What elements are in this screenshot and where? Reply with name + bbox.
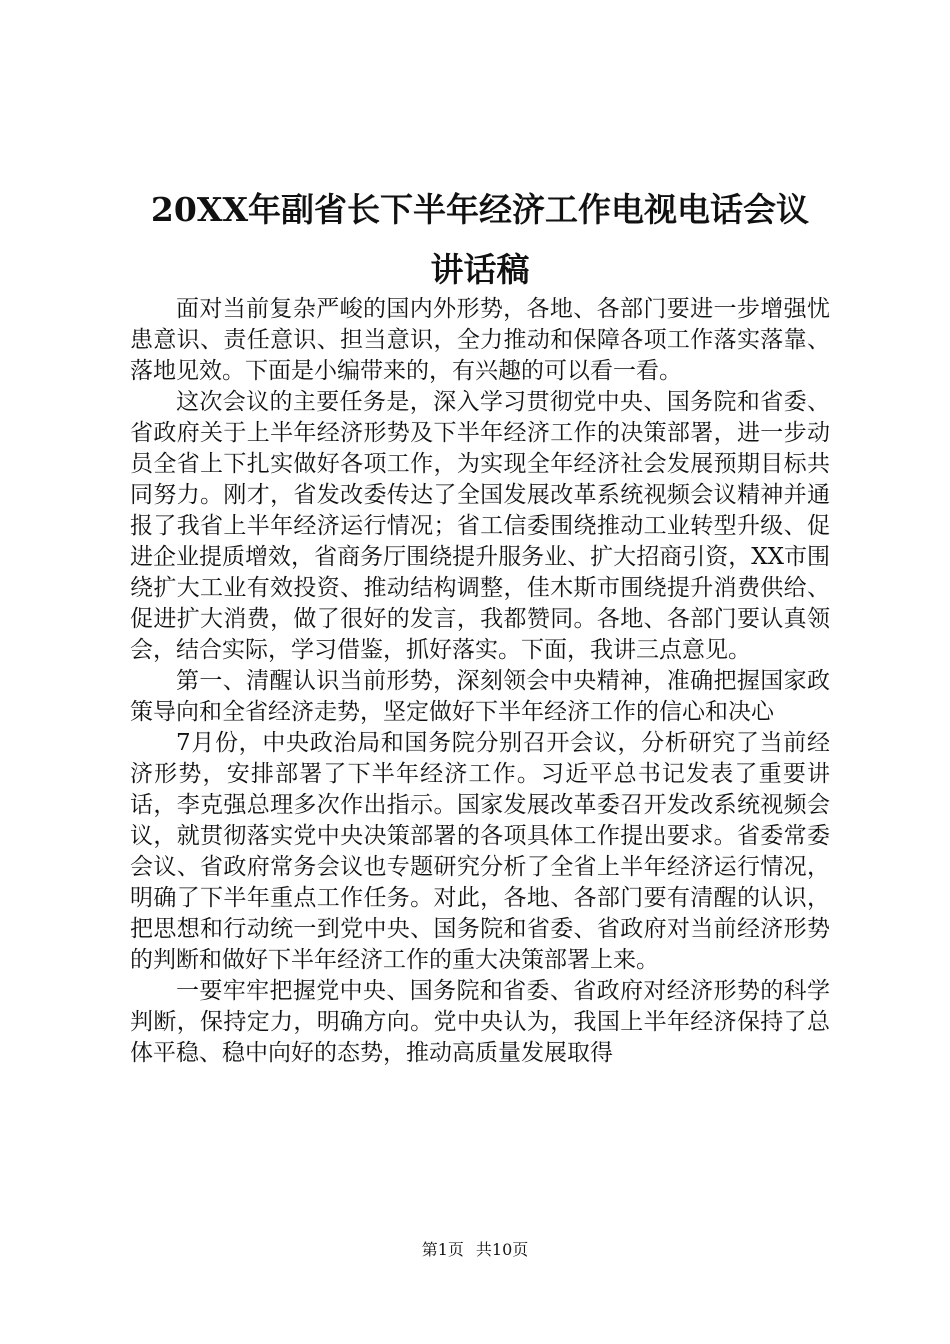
paragraph: 第一、清醒认识当前形势，深刻领会中央精神，准确把握国家政策导向和全省经济走势，坚定做好下半年经济工作的信心和决心: [130, 668, 830, 725]
page-total: 共10页: [475, 1240, 529, 1259]
paragraph: 面对当前复杂严峻的国内外形势，各地、各部门要进一步增强忧患意识、责任意识、担当意识，全力推动和保障各项工作落实落靠、落地见效。下面是小编带来的，有兴趣的可以看一看。: [130, 296, 830, 384]
document-title-line-1: 20XX年副省长下半年经济工作电视电话会议: [150, 190, 810, 229]
page-footer: [0, 1240, 950, 1260]
paragraph: 一要牢牢把握党中央、国务院和省委、省政府对经济形势的科学判断，保持定力，明确方向。党中央认为，我国上半年经济保持了总体平稳、稳中向好的态势，推动高质量发展取得: [130, 978, 830, 1066]
paragraph: 7月份，中央政治局和国务院分别召开会议，分析研究了当前经济形势，安排部署了下半年经济工作。习近平总书记发表了重要讲话，李克强总理多次作出指示。国家发展改革委召开发改系统视频会议，就贯彻落实党中央决策部署的各项具体工作提出要求。省委常委会议、省政府常务会议也专题研究分析了全省上半年经济运行情况，明确了下半年重点工作任务。对此，各地、各部门要有清醒的认识，把思想和行动统一到党中央、国务院和省委、省政府对当前经济形势的判断和做好下半年经济工作的重大决策部署上来。: [130, 730, 830, 973]
document-title-line-2: 讲话稿: [430, 250, 530, 289]
paragraph: 这次会议的主要任务是，深入学习贯彻党中央、国务院和省委、省政府关于上半年经济形势及下半年经济工作的决策部署，进一步动员全省上下扎实做好各项工作，为实现全年经济社会发展预期目标共同努力。刚才，省发改委传达了全国发展改革系统视频会议精神并通报了我省上半年经济运行情况；省工信委围绕推动工业转型升级、促进企业提质增效，省商务厅围绕提升服务业、扩大招商引资，XX市围绕扩大工业有效投资、推动结构调整，佳木斯市围绕提升消费供给、促进扩大消费，做了很好的发言，我都赞同。各地、各部门要认真领会，结合实际，学习借鉴，抓好落实。下面，我讲三点意见。: [130, 389, 830, 663]
document-body: [130, 294, 830, 1069]
page-number: 第1页: [421, 1240, 464, 1259]
